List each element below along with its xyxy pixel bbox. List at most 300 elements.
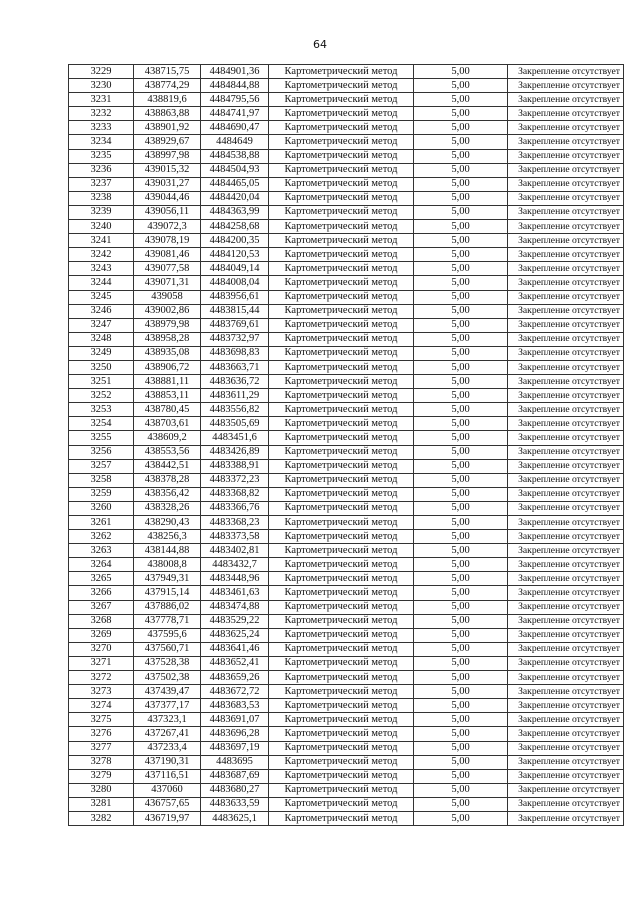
point-number-cell: 3242 — [69, 248, 134, 262]
x-coordinate-cell: 439072,3 — [134, 220, 201, 234]
coordinates-table — [68, 64, 624, 826]
fixing-cell: Закрепление отсутствует — [508, 459, 624, 473]
method-cell: Картометрический метод — [269, 304, 414, 318]
accuracy-cell: 5,00 — [414, 727, 508, 741]
table-row — [69, 93, 624, 107]
point-number-cell: 3261 — [69, 516, 134, 530]
x-coordinate-cell: 438881,11 — [134, 375, 201, 389]
y-coordinate-cell: 4483691,07 — [201, 713, 269, 727]
method-cell: Картометрический метод — [269, 685, 414, 699]
method-cell: Картометрический метод — [269, 459, 414, 473]
y-coordinate-cell: 4483695 — [201, 755, 269, 769]
fixing-cell: Закрепление отсутствует — [508, 586, 624, 600]
accuracy-cell: 5,00 — [414, 79, 508, 93]
table-row — [69, 769, 624, 783]
table-row — [69, 811, 624, 825]
fixing-cell: Закрепление отсутствует — [508, 671, 624, 685]
x-coordinate-cell: 438997,98 — [134, 149, 201, 163]
fixing-cell: Закрепление отсутствует — [508, 811, 624, 825]
x-coordinate-cell: 439015,32 — [134, 163, 201, 177]
y-coordinate-cell: 4483529,22 — [201, 614, 269, 628]
fixing-cell: Закрепление отсутствует — [508, 220, 624, 234]
method-cell: Картометрический метод — [269, 586, 414, 600]
point-number-cell: 3229 — [69, 65, 134, 79]
method-cell: Картометрический метод — [269, 191, 414, 205]
point-number-cell: 3278 — [69, 755, 134, 769]
point-number-cell: 3266 — [69, 586, 134, 600]
method-cell: Картометрический метод — [269, 614, 414, 628]
fixing-cell: Закрепление отсутствует — [508, 360, 624, 374]
table-row — [69, 276, 624, 290]
method-cell: Картометрический метод — [269, 276, 414, 290]
accuracy-cell: 5,00 — [414, 375, 508, 389]
point-number-cell: 3234 — [69, 135, 134, 149]
fixing-cell: Закрепление отсутствует — [508, 544, 624, 558]
fixing-cell: Закрепление отсутствует — [508, 797, 624, 811]
x-coordinate-cell: 437915,14 — [134, 586, 201, 600]
point-number-cell: 3262 — [69, 530, 134, 544]
y-coordinate-cell: 4483683,53 — [201, 699, 269, 713]
table-row — [69, 107, 624, 121]
method-cell: Картометрический метод — [269, 811, 414, 825]
table-row — [69, 530, 624, 544]
y-coordinate-cell: 4484008,04 — [201, 276, 269, 290]
accuracy-cell: 5,00 — [414, 642, 508, 656]
point-number-cell: 3233 — [69, 121, 134, 135]
fixing-cell: Закрепление отсутствует — [508, 628, 624, 642]
fixing-cell: Закрепление отсутствует — [508, 318, 624, 332]
accuracy-cell: 5,00 — [414, 755, 508, 769]
accuracy-cell: 5,00 — [414, 811, 508, 825]
point-number-cell: 3269 — [69, 628, 134, 642]
point-number-cell: 3276 — [69, 727, 134, 741]
method-cell: Картометрический метод — [269, 375, 414, 389]
accuracy-cell: 5,00 — [414, 163, 508, 177]
fixing-cell: Закрепление отсутствует — [508, 783, 624, 797]
x-coordinate-cell: 438819,6 — [134, 93, 201, 107]
y-coordinate-cell: 4484538,88 — [201, 149, 269, 163]
x-coordinate-cell: 437778,71 — [134, 614, 201, 628]
x-coordinate-cell: 438328,26 — [134, 501, 201, 515]
method-cell: Картометрический метод — [269, 332, 414, 346]
point-number-cell: 3232 — [69, 107, 134, 121]
table-row — [69, 417, 624, 431]
table-row — [69, 318, 624, 332]
method-cell: Картометрический метод — [269, 248, 414, 262]
y-coordinate-cell: 4483815,44 — [201, 304, 269, 318]
accuracy-cell: 5,00 — [414, 262, 508, 276]
point-number-cell: 3265 — [69, 572, 134, 586]
fixing-cell: Закрепление отсутствует — [508, 304, 624, 318]
accuracy-cell: 5,00 — [414, 501, 508, 515]
table-row — [69, 121, 624, 135]
fixing-cell: Закрепление отсутствует — [508, 177, 624, 191]
table-row — [69, 783, 624, 797]
point-number-cell: 3239 — [69, 205, 134, 219]
method-cell: Картометрический метод — [269, 572, 414, 586]
y-coordinate-cell: 4483372,23 — [201, 473, 269, 487]
y-coordinate-cell: 4483697,19 — [201, 741, 269, 755]
y-coordinate-cell: 4484049,14 — [201, 262, 269, 276]
accuracy-cell: 5,00 — [414, 332, 508, 346]
y-coordinate-cell: 4483687,69 — [201, 769, 269, 783]
point-number-cell: 3257 — [69, 459, 134, 473]
x-coordinate-cell: 438703,61 — [134, 417, 201, 431]
table-row — [69, 741, 624, 755]
table-row — [69, 487, 624, 501]
point-number-cell: 3252 — [69, 389, 134, 403]
fixing-cell: Закрепление отсутствует — [508, 332, 624, 346]
point-number-cell: 3273 — [69, 685, 134, 699]
accuracy-cell: 5,00 — [414, 220, 508, 234]
fixing-cell: Закрепление отсутствует — [508, 417, 624, 431]
x-coordinate-cell: 438929,67 — [134, 135, 201, 149]
x-coordinate-cell: 438780,45 — [134, 403, 201, 417]
x-coordinate-cell: 438553,56 — [134, 445, 201, 459]
fixing-cell: Закрепление отсутствует — [508, 121, 624, 135]
x-coordinate-cell: 437116,51 — [134, 769, 201, 783]
method-cell: Картометрический метод — [269, 65, 414, 79]
fixing-cell: Закрепление отсутствует — [508, 685, 624, 699]
fixing-cell: Закрепление отсутствует — [508, 191, 624, 205]
method-cell: Картометрический метод — [269, 741, 414, 755]
accuracy-cell: 5,00 — [414, 628, 508, 642]
y-coordinate-cell: 4483625,1 — [201, 811, 269, 825]
method-cell: Картометрический метод — [269, 544, 414, 558]
table-row — [69, 572, 624, 586]
page-number: 64 — [313, 38, 327, 51]
point-number-cell: 3254 — [69, 417, 134, 431]
table-row — [69, 135, 624, 149]
accuracy-cell: 5,00 — [414, 473, 508, 487]
accuracy-cell: 5,00 — [414, 191, 508, 205]
method-cell: Картометрический метод — [269, 93, 414, 107]
method-cell: Картометрический метод — [269, 107, 414, 121]
fixing-cell: Закрепление отсутствует — [508, 389, 624, 403]
y-coordinate-cell: 4483368,23 — [201, 516, 269, 530]
y-coordinate-cell: 4483505,69 — [201, 417, 269, 431]
x-coordinate-cell: 439078,19 — [134, 234, 201, 248]
point-number-cell: 3259 — [69, 487, 134, 501]
accuracy-cell: 5,00 — [414, 65, 508, 79]
accuracy-cell: 5,00 — [414, 304, 508, 318]
table-row — [69, 671, 624, 685]
fixing-cell: Закрепление отсутствует — [508, 473, 624, 487]
table-row — [69, 544, 624, 558]
x-coordinate-cell: 438935,08 — [134, 346, 201, 360]
y-coordinate-cell: 4483659,26 — [201, 671, 269, 685]
y-coordinate-cell: 4483432,7 — [201, 558, 269, 572]
y-coordinate-cell: 4483769,61 — [201, 318, 269, 332]
y-coordinate-cell: 4484258,68 — [201, 220, 269, 234]
accuracy-cell: 5,00 — [414, 516, 508, 530]
accuracy-cell: 5,00 — [414, 572, 508, 586]
fixing-cell: Закрепление отсутствует — [508, 713, 624, 727]
table-row — [69, 614, 624, 628]
accuracy-cell: 5,00 — [414, 530, 508, 544]
point-number-cell: 3237 — [69, 177, 134, 191]
x-coordinate-cell: 437528,38 — [134, 656, 201, 670]
method-cell: Картометрический метод — [269, 177, 414, 191]
fixing-cell: Закрепление отсутствует — [508, 93, 624, 107]
x-coordinate-cell: 438853,11 — [134, 389, 201, 403]
fixing-cell: Закрепление отсутствует — [508, 205, 624, 219]
x-coordinate-cell: 438008,8 — [134, 558, 201, 572]
y-coordinate-cell: 4484901,36 — [201, 65, 269, 79]
y-coordinate-cell: 4484741,97 — [201, 107, 269, 121]
point-number-cell: 3238 — [69, 191, 134, 205]
accuracy-cell: 5,00 — [414, 586, 508, 600]
point-number-cell: 3240 — [69, 220, 134, 234]
x-coordinate-cell: 439071,31 — [134, 276, 201, 290]
table-row — [69, 220, 624, 234]
fixing-cell: Закрепление отсутствует — [508, 375, 624, 389]
x-coordinate-cell: 438356,42 — [134, 487, 201, 501]
table-row — [69, 586, 624, 600]
fixing-cell: Закрепление отсутствует — [508, 614, 624, 628]
y-coordinate-cell: 4483611,29 — [201, 389, 269, 403]
y-coordinate-cell: 4483680,27 — [201, 783, 269, 797]
x-coordinate-cell: 438144,88 — [134, 544, 201, 558]
accuracy-cell: 5,00 — [414, 135, 508, 149]
point-number-cell: 3272 — [69, 671, 134, 685]
x-coordinate-cell: 437190,31 — [134, 755, 201, 769]
accuracy-cell: 5,00 — [414, 93, 508, 107]
table-row — [69, 248, 624, 262]
x-coordinate-cell: 438715,75 — [134, 65, 201, 79]
point-number-cell: 3251 — [69, 375, 134, 389]
y-coordinate-cell: 4484363,99 — [201, 205, 269, 219]
x-coordinate-cell: 437060 — [134, 783, 201, 797]
y-coordinate-cell: 4483373,58 — [201, 530, 269, 544]
table-row — [69, 459, 624, 473]
point-number-cell: 3274 — [69, 699, 134, 713]
method-cell: Картометрический метод — [269, 530, 414, 544]
method-cell: Картометрический метод — [269, 290, 414, 304]
y-coordinate-cell: 4483426,89 — [201, 445, 269, 459]
fixing-cell: Закрепление отсутствует — [508, 276, 624, 290]
fixing-cell: Закрепление отсутствует — [508, 530, 624, 544]
method-cell: Картометрический метод — [269, 713, 414, 727]
point-number-cell: 3244 — [69, 276, 134, 290]
fixing-cell: Закрепление отсутствует — [508, 656, 624, 670]
y-coordinate-cell: 4484504,93 — [201, 163, 269, 177]
y-coordinate-cell: 4483652,41 — [201, 656, 269, 670]
table-row — [69, 163, 624, 177]
accuracy-cell: 5,00 — [414, 544, 508, 558]
fixing-cell: Закрепление отсутствует — [508, 234, 624, 248]
method-cell: Картометрический метод — [269, 671, 414, 685]
point-number-cell: 3246 — [69, 304, 134, 318]
x-coordinate-cell: 438256,3 — [134, 530, 201, 544]
accuracy-cell: 5,00 — [414, 699, 508, 713]
fixing-cell: Закрепление отсутствует — [508, 262, 624, 276]
method-cell: Картометрический метод — [269, 628, 414, 642]
table-row — [69, 389, 624, 403]
table-row — [69, 600, 624, 614]
accuracy-cell: 5,00 — [414, 107, 508, 121]
method-cell: Картометрический метод — [269, 600, 414, 614]
method-cell: Картометрический метод — [269, 163, 414, 177]
fixing-cell: Закрепление отсутствует — [508, 600, 624, 614]
coordinates-table-body — [69, 65, 624, 826]
method-cell: Картометрический метод — [269, 501, 414, 515]
method-cell: Картометрический метод — [269, 558, 414, 572]
method-cell: Картометрический метод — [269, 121, 414, 135]
fixing-cell: Закрепление отсутствует — [508, 65, 624, 79]
table-row — [69, 558, 624, 572]
point-number-cell: 3247 — [69, 318, 134, 332]
accuracy-cell: 5,00 — [414, 614, 508, 628]
table-row — [69, 262, 624, 276]
point-number-cell: 3280 — [69, 783, 134, 797]
point-number-cell: 3256 — [69, 445, 134, 459]
method-cell: Картометрический метод — [269, 656, 414, 670]
fixing-cell: Закрепление отсутствует — [508, 572, 624, 586]
x-coordinate-cell: 438290,43 — [134, 516, 201, 530]
y-coordinate-cell: 4484420,04 — [201, 191, 269, 205]
fixing-cell: Закрепление отсутствует — [508, 769, 624, 783]
y-coordinate-cell: 4483451,6 — [201, 431, 269, 445]
point-number-cell: 3253 — [69, 403, 134, 417]
fixing-cell: Закрепление отсутствует — [508, 107, 624, 121]
method-cell: Картометрический метод — [269, 642, 414, 656]
accuracy-cell: 5,00 — [414, 360, 508, 374]
accuracy-cell: 5,00 — [414, 487, 508, 501]
fixing-cell: Закрепление отсутствует — [508, 699, 624, 713]
method-cell: Картометрический метод — [269, 699, 414, 713]
fixing-cell: Закрепление отсутствует — [508, 727, 624, 741]
method-cell: Картометрический метод — [269, 769, 414, 783]
table-row — [69, 445, 624, 459]
method-cell: Картометрический метод — [269, 318, 414, 332]
x-coordinate-cell: 437233,4 — [134, 741, 201, 755]
point-number-cell: 3260 — [69, 501, 134, 515]
accuracy-cell: 5,00 — [414, 389, 508, 403]
x-coordinate-cell: 438979,98 — [134, 318, 201, 332]
y-coordinate-cell: 4484690,47 — [201, 121, 269, 135]
point-number-cell: 3258 — [69, 473, 134, 487]
fixing-cell: Закрепление отсутствует — [508, 558, 624, 572]
method-cell: Картометрический метод — [269, 346, 414, 360]
point-number-cell: 3282 — [69, 811, 134, 825]
fixing-cell: Закрепление отсутствует — [508, 445, 624, 459]
fixing-cell: Закрепление отсутствует — [508, 755, 624, 769]
x-coordinate-cell: 439058 — [134, 290, 201, 304]
table-row — [69, 375, 624, 389]
accuracy-cell: 5,00 — [414, 248, 508, 262]
method-cell: Картометрический метод — [269, 417, 414, 431]
table-row — [69, 713, 624, 727]
x-coordinate-cell: 437886,02 — [134, 600, 201, 614]
x-coordinate-cell: 436719,97 — [134, 811, 201, 825]
table-row — [69, 332, 624, 346]
y-coordinate-cell: 4483474,88 — [201, 600, 269, 614]
table-row — [69, 290, 624, 304]
accuracy-cell: 5,00 — [414, 656, 508, 670]
x-coordinate-cell: 438609,2 — [134, 431, 201, 445]
accuracy-cell: 5,00 — [414, 121, 508, 135]
fixing-cell: Закрепление отсутствует — [508, 516, 624, 530]
accuracy-cell: 5,00 — [414, 713, 508, 727]
method-cell: Картометрический метод — [269, 783, 414, 797]
point-number-cell: 3264 — [69, 558, 134, 572]
table-row — [69, 473, 624, 487]
y-coordinate-cell: 4483388,91 — [201, 459, 269, 473]
table-row — [69, 628, 624, 642]
x-coordinate-cell: 437595,6 — [134, 628, 201, 642]
x-coordinate-cell: 437377,17 — [134, 699, 201, 713]
fixing-cell: Закрепление отсутствует — [508, 741, 624, 755]
point-number-cell: 3279 — [69, 769, 134, 783]
accuracy-cell: 5,00 — [414, 318, 508, 332]
x-coordinate-cell: 438863,88 — [134, 107, 201, 121]
point-number-cell: 3245 — [69, 290, 134, 304]
accuracy-cell: 5,00 — [414, 346, 508, 360]
method-cell: Картометрический метод — [269, 431, 414, 445]
fixing-cell: Закрепление отсутствует — [508, 642, 624, 656]
accuracy-cell: 5,00 — [414, 558, 508, 572]
accuracy-cell: 5,00 — [414, 445, 508, 459]
table-row — [69, 149, 624, 163]
x-coordinate-cell: 439044,46 — [134, 191, 201, 205]
method-cell: Картометрический метод — [269, 487, 414, 501]
accuracy-cell: 5,00 — [414, 769, 508, 783]
point-number-cell: 3248 — [69, 332, 134, 346]
accuracy-cell: 5,00 — [414, 783, 508, 797]
x-coordinate-cell: 439031,27 — [134, 177, 201, 191]
table-row — [69, 656, 624, 670]
accuracy-cell: 5,00 — [414, 177, 508, 191]
accuracy-cell: 5,00 — [414, 149, 508, 163]
y-coordinate-cell: 4483663,71 — [201, 360, 269, 374]
method-cell: Картометрический метод — [269, 727, 414, 741]
accuracy-cell: 5,00 — [414, 741, 508, 755]
x-coordinate-cell: 438442,51 — [134, 459, 201, 473]
method-cell: Картометрический метод — [269, 797, 414, 811]
x-coordinate-cell: 438901,92 — [134, 121, 201, 135]
method-cell: Картометрический метод — [269, 445, 414, 459]
point-number-cell: 3249 — [69, 346, 134, 360]
method-cell: Картометрический метод — [269, 205, 414, 219]
accuracy-cell: 5,00 — [414, 290, 508, 304]
table-row — [69, 346, 624, 360]
y-coordinate-cell: 4484120,53 — [201, 248, 269, 262]
table-row — [69, 79, 624, 93]
x-coordinate-cell: 439002,86 — [134, 304, 201, 318]
x-coordinate-cell: 437949,31 — [134, 572, 201, 586]
accuracy-cell: 5,00 — [414, 797, 508, 811]
table-row — [69, 642, 624, 656]
y-coordinate-cell: 4483448,96 — [201, 572, 269, 586]
fixing-cell: Закрепление отсутствует — [508, 403, 624, 417]
fixing-cell: Закрепление отсутствует — [508, 163, 624, 177]
table-row — [69, 431, 624, 445]
accuracy-cell: 5,00 — [414, 403, 508, 417]
y-coordinate-cell: 4484844,88 — [201, 79, 269, 93]
x-coordinate-cell: 437267,41 — [134, 727, 201, 741]
y-coordinate-cell: 4484649 — [201, 135, 269, 149]
x-coordinate-cell: 439081,46 — [134, 248, 201, 262]
fixing-cell: Закрепление отсутствует — [508, 487, 624, 501]
y-coordinate-cell: 4483641,46 — [201, 642, 269, 656]
x-coordinate-cell: 437560,71 — [134, 642, 201, 656]
x-coordinate-cell: 438958,28 — [134, 332, 201, 346]
point-number-cell: 3271 — [69, 656, 134, 670]
method-cell: Картометрический метод — [269, 220, 414, 234]
table-row — [69, 797, 624, 811]
accuracy-cell: 5,00 — [414, 459, 508, 473]
